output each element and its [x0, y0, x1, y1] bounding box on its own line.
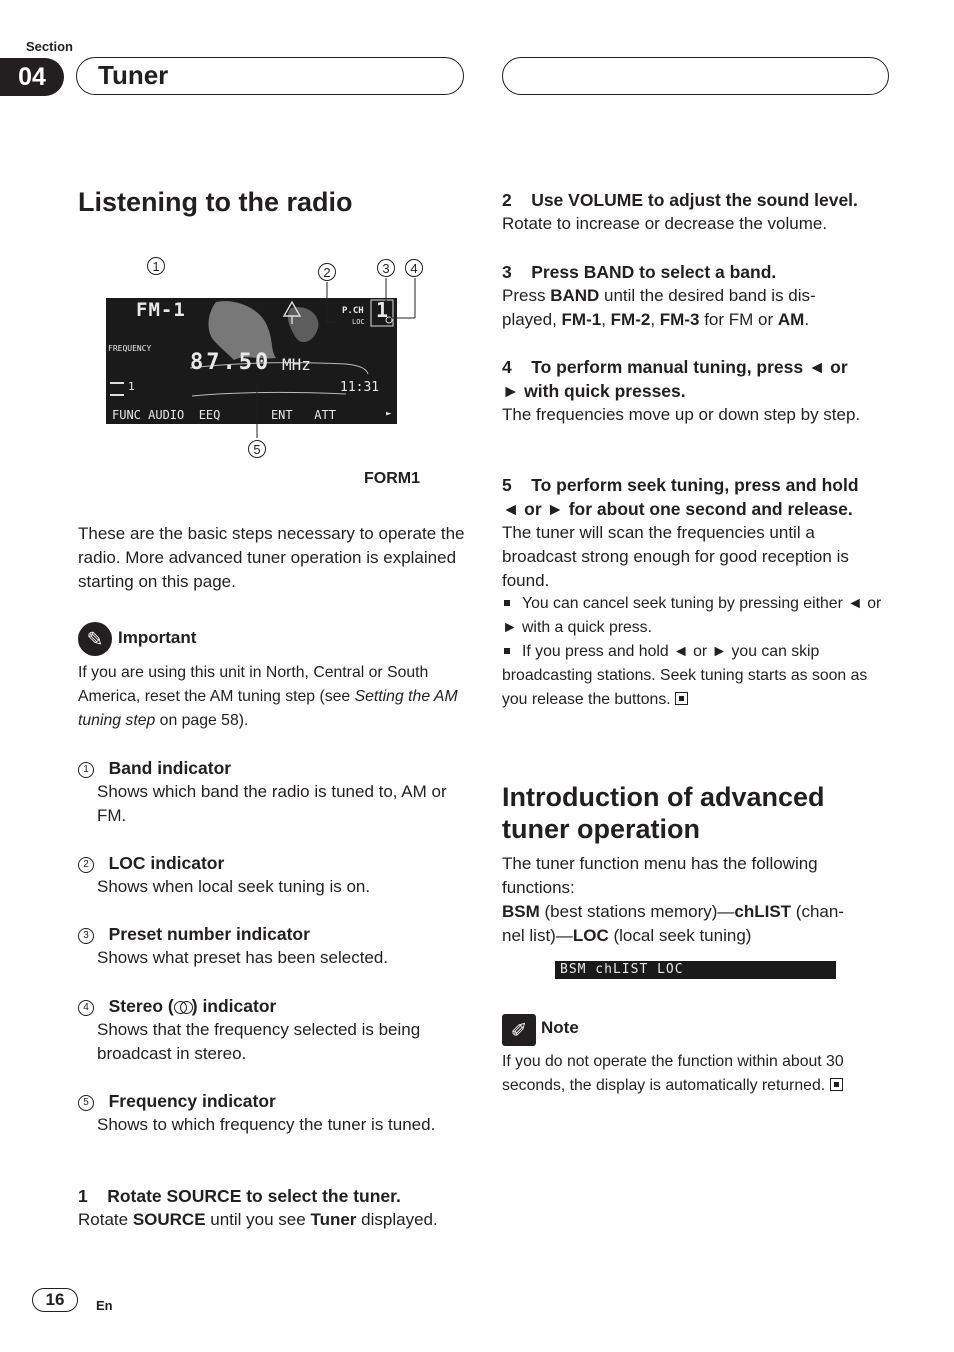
indicator-item-2: 2 LOC indicator Shows when local seek tuning is on. [78, 851, 468, 899]
header-title: Tuner [98, 60, 169, 90]
lcd-frequency: 87.50 [190, 350, 272, 375]
important-icon: ✎ [78, 622, 112, 656]
callout-lines [240, 270, 420, 445]
lcd-unit: MHz [282, 355, 311, 374]
header-right-frame [502, 57, 889, 95]
lcd-preset-small: 1 [128, 380, 135, 393]
bullet-2: If you press and hold ◄ or ► you can skip broadcasting stations. Seek tuning starts as soon as you release the buttons. [502, 642, 868, 708]
language-label: En [96, 1298, 113, 1313]
callout-4: 4 [405, 259, 423, 277]
page-heading: Listening to the radio [78, 187, 353, 217]
function-menu-lcd: BSM chLIST LOC [555, 961, 836, 979]
lcd-band: FM-1 [136, 299, 186, 321]
callout-5: 5 [248, 440, 266, 458]
indicator-item-5: 5 Frequency indicator Shows to which frequency the tuner is tuned. [78, 1089, 468, 1137]
step-4: 4 To perform manual tuning, press ◄ or ► with quick presses. The frequencies move up or down step by step. [502, 357, 861, 424]
section-number: 04 [0, 58, 64, 96]
figure-caption: FORM1 [364, 470, 420, 487]
bullet-1: You can cancel seek tuning by pressing either ◄ or ► with a quick press. [502, 595, 882, 637]
step-5: 5 To perform seek tuning, press and hold ◄ or ► for about one second and release. The tuner will scan the frequencies until a broadcast strong enough for good reception is found. You can cancel seek tuning by pressing either ◄ or ► with a quick press. If you press and hold ◄ or ► you can skip broadcasting stations. Seek tuning starts as soon as you release the buttons. [502, 473, 892, 711]
section-heading-2: Introduction of advanced tuner operation [502, 782, 825, 844]
important-label: Important [118, 628, 197, 647]
lcd-time: 11:31 [340, 380, 380, 395]
lcd-list-icon [110, 382, 124, 396]
step-3: 3 Press BAND to select a band. Press BAND until the desired band is dis- played, FM-1, FM-2, FM-3 for FM or AM. [502, 262, 816, 329]
step-2: 2 Use VOLUME to adjust the sound level. Rotate to increase or decrease the volume. [502, 190, 858, 233]
note-label: Note [541, 1018, 579, 1037]
lcd-loc: LOC [352, 318, 365, 326]
bullet-icon [504, 648, 510, 654]
important-text: If you are using this unit in North, Central or South America, reset the AM tuning step (see Setting the AM tuning step on page 58). [78, 664, 458, 729]
indicator-item-3: 3 Preset number indicator Shows what preset has been selected. [78, 922, 468, 970]
note-text: If you do not operate the function within about 30 seconds, the display is automatically returned. [502, 1053, 844, 1094]
lcd-menu: FUNC AUDIO EEQ ENT ATT [112, 408, 336, 422]
lcd-frequency-label: FREQUENCY [108, 344, 152, 353]
lcd-preset: 1 [376, 298, 389, 322]
note-icon: ✐ [502, 1014, 536, 1046]
indicator-item-4: 4 Stereo ( ) indicator Shows that the frequency selected is being broadcast in stereo. [78, 994, 468, 1066]
intro-2: The tuner function menu has the following functions: [502, 854, 818, 897]
callout-2: 2 [318, 263, 336, 281]
end-mark-icon [830, 1078, 843, 1091]
stereo-icon [174, 1001, 192, 1013]
callout-3: 3 [377, 259, 395, 277]
indicator-item-1: 1 Band indicator Shows which band the radio is tuned to, AM or FM. [78, 756, 468, 828]
step-1: 1 Rotate SOURCE to select the tuner. Rotate SOURCE until you see Tuner displayed. [78, 1186, 438, 1229]
page-number: 16 [32, 1288, 78, 1312]
callout-1: 1 [147, 257, 165, 275]
lcd-arrow-icon: ► [386, 409, 392, 419]
lcd-pch: P.CH [342, 306, 364, 316]
section-label: Section [26, 39, 73, 54]
function-list: BSM (best stations memory)—chLIST (chan- nel list)—LOC (local seek tuning) [502, 902, 844, 945]
bullet-icon [504, 600, 510, 606]
intro-paragraph: These are the basic steps necessary to operate the radio. More advanced tuner operation is explained starting on this page. [78, 524, 465, 591]
end-mark-icon [675, 692, 688, 705]
